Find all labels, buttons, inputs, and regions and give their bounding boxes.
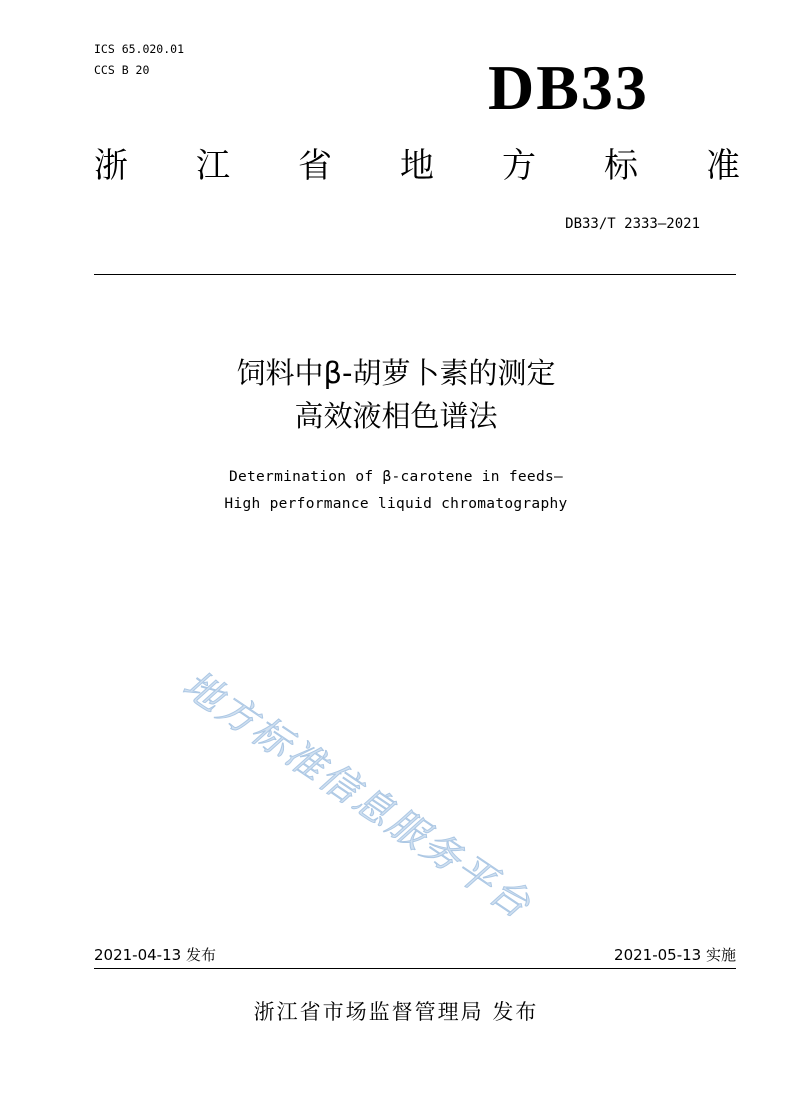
standard-type-char: 方 [502,146,536,186]
standard-number: DB33/T 2333—2021 [565,216,700,232]
issue-date: 2021-04-13 发布 [94,946,216,964]
title-en-line2: High performance liquid chromatography [224,496,568,512]
title-cn-line2: 高效液相色谱法 [294,399,498,433]
ccs-code: CCS B 20 [94,63,150,77]
implementation-date: 2021-05-13 实施 [614,946,736,964]
standard-type-char: 地 [400,146,434,186]
standard-type-char: 省 [298,146,332,186]
ics-code: ICS 65.020.01 [94,42,185,56]
top-divider [94,274,736,275]
standard-type-heading [94,143,740,189]
standard-type-char: 浙 [94,146,128,186]
watermark: 地方标准信息服务平台 [175,662,540,928]
bottom-divider [94,968,736,969]
title-en-line1: Determination of β-carotene in feeds— [228,469,564,485]
db33-logo: DB33 [488,52,649,123]
standard-type-char: 江 [196,146,230,186]
standard-type-char: 准 [706,146,740,186]
standard-type-char: 标 [604,146,638,186]
issuing-authority: 浙江省市场监督管理局 发布 [253,1000,539,1024]
title-cn-line1: 饲料中β-胡萝卜素的测定 [236,356,556,390]
classification-codes [94,39,184,81]
